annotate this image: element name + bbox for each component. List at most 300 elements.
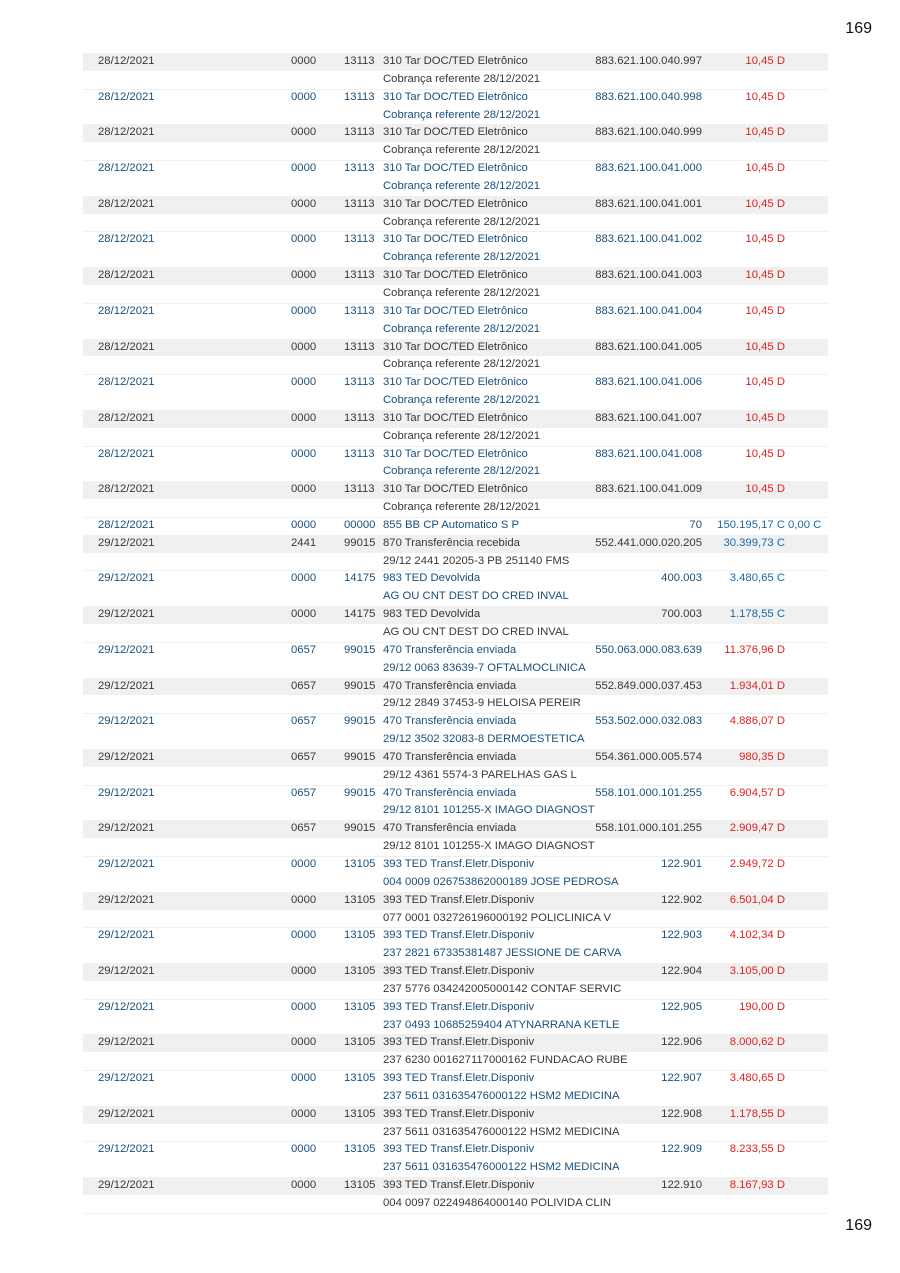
entry-batch: 13113 [344, 447, 375, 460]
entry-document: 122.902 [661, 893, 702, 906]
entry-batch: 13105 [344, 1072, 376, 1085]
entry-history: 470 Transferência enviada [383, 715, 517, 728]
statement-entry [83, 410, 828, 446]
entry-agency: 0000 [291, 965, 317, 978]
entry-amount: 2.909,47 D [729, 822, 785, 835]
entry-document: 552.849.000.037.453 [595, 679, 702, 692]
entry-main-line [83, 785, 828, 803]
entry-main-line [83, 517, 828, 535]
entry-batch: 13113 [344, 233, 375, 246]
entry-document: 122.906 [661, 1036, 702, 1049]
entry-agency: 0000 [291, 572, 317, 585]
entry-document: 122.909 [661, 1143, 702, 1156]
entry-date: 29/12/2021 [98, 857, 155, 870]
entry-main-line [83, 749, 828, 767]
statement-entry [83, 1177, 828, 1213]
statement-entry [83, 927, 828, 963]
entry-batch: 13105 [344, 1036, 376, 1049]
statement-entry [83, 339, 828, 375]
entry-date: 28/12/2021 [98, 90, 155, 103]
entry-detail: 237 0493 10685259404 ATYNARRANA KETLE [383, 1018, 620, 1031]
entry-agency: 0657 [291, 750, 317, 763]
entry-main-line [83, 374, 828, 392]
statement-entry [83, 124, 828, 160]
entry-document: 400.003 [661, 572, 702, 585]
entry-detail-line [83, 356, 828, 375]
entry-detail-line [83, 463, 828, 482]
entry-document: 883.621.100.041.005 [595, 340, 702, 353]
entry-detail: 004 0097 022494864000140 POLIVIDA CLIN [383, 1197, 612, 1209]
entry-amount: 8.167,93 D [729, 1179, 785, 1192]
entry-batch: 13113 [344, 90, 375, 103]
entry-date: 29/12/2021 [98, 715, 155, 728]
entry-agency: 0000 [291, 483, 317, 496]
entry-amount: 1.178,55 C [729, 608, 785, 621]
entry-history: 393 TED Transf.Eletr.Disponiv [383, 1072, 535, 1085]
entry-detail-line [83, 767, 828, 786]
entry-batch: 99015 [344, 750, 376, 763]
entry-main-line [83, 713, 828, 731]
entry-detail: Cobrança referente 28/12/2021 [383, 394, 541, 407]
entry-agency: 0000 [291, 340, 317, 353]
entry-detail-line [83, 71, 828, 90]
entry-date: 28/12/2021 [98, 447, 155, 460]
entry-agency: 0000 [291, 518, 317, 531]
entry-batch: 99015 [344, 643, 376, 656]
entry-detail-line [83, 392, 828, 411]
entry-batch: 13105 [344, 857, 376, 870]
entry-amount: 11.376,96 D [724, 643, 785, 656]
entry-agency: 0000 [291, 269, 317, 282]
entry-amount: 10,45 D [745, 340, 785, 353]
entry-batch: 13113 [344, 269, 375, 282]
entry-detail-line [83, 553, 828, 572]
statement-entry [83, 160, 828, 196]
entry-agency: 0000 [291, 608, 317, 621]
entry-history: 310 Tar DOC/TED Eletrônico [383, 197, 528, 210]
entry-detail-line [83, 731, 828, 750]
entry-detail-line [83, 981, 828, 1000]
entry-history: 310 Tar DOC/TED Eletrônico [383, 483, 528, 496]
entry-history: 310 Tar DOC/TED Eletrônico [383, 162, 528, 175]
entry-detail: 29/12 4361 5574-3 PARELHAS GAS L [383, 768, 577, 781]
entry-document: 122.908 [661, 1107, 702, 1120]
entry-history: 393 TED Transf.Eletr.Disponiv [383, 1143, 535, 1156]
entry-date: 29/12/2021 [98, 1072, 155, 1085]
entry-batch: 13105 [344, 1107, 376, 1120]
entry-agency: 0000 [291, 1000, 317, 1013]
entry-main-line [83, 927, 828, 945]
entry-history: 310 Tar DOC/TED Eletrônico [383, 447, 528, 460]
entry-detail: Cobrança referente 28/12/2021 [383, 322, 541, 335]
entry-date: 28/12/2021 [98, 483, 155, 496]
statement-entry [83, 749, 828, 785]
entry-main-line [83, 410, 828, 428]
entry-detail-line [83, 695, 828, 714]
entry-detail: 237 5611 031635476000122 HSM2 MEDICINA [383, 1125, 620, 1138]
entry-main-line [83, 606, 828, 624]
entry-main-line [83, 999, 828, 1017]
entry-amount: 10,45 D [745, 411, 785, 424]
statement-entry [83, 89, 828, 125]
entry-document: 558.101.000.101.255 [595, 786, 702, 799]
entry-detail-line [83, 321, 828, 340]
statement-entry [83, 303, 828, 339]
entry-date: 28/12/2021 [98, 55, 155, 67]
entry-detail-line [83, 249, 828, 268]
entry-detail: Cobrança referente 28/12/2021 [383, 501, 541, 514]
entry-main-line [83, 1177, 828, 1195]
entry-batch: 13113 [344, 126, 375, 139]
entry-amount: 8.233,55 D [729, 1143, 785, 1156]
entry-batch: 13113 [344, 197, 375, 210]
entry-history: 393 TED Transf.Eletr.Disponiv [383, 929, 535, 942]
entry-detail: 29/12 2441 20205-3 PB 251140 FMS [383, 554, 570, 567]
entry-main-line [83, 160, 828, 178]
entry-document: 883.621.100.041.002 [595, 233, 702, 246]
statement-entry [83, 606, 828, 642]
entry-date: 29/12/2021 [98, 929, 155, 942]
entry-detail-line [83, 1195, 828, 1214]
entry-document: 550.063.000.083.639 [595, 643, 702, 656]
entry-history: 393 TED Transf.Eletr.Disponiv [383, 1036, 535, 1049]
entry-batch: 14175 [344, 608, 376, 621]
statement-entry [83, 1106, 828, 1142]
entry-document: 883.621.100.041.007 [595, 411, 702, 424]
entry-document: 122.904 [661, 965, 702, 978]
statement-entry [83, 196, 828, 232]
entry-main-line [83, 678, 828, 696]
entry-amount: 10,45 D [745, 197, 785, 210]
entry-batch: 13113 [344, 411, 375, 424]
entry-balance: 0,00 C [788, 518, 822, 531]
entry-amount: 1.934,01 D [729, 679, 785, 692]
entry-amount: 2.949,72 D [729, 857, 785, 870]
entry-detail: 237 5776 034242005000142 CONTAF SERVIC [383, 982, 622, 995]
entry-date: 29/12/2021 [98, 536, 155, 549]
entry-date: 29/12/2021 [98, 1179, 155, 1192]
entry-date: 29/12/2021 [98, 1107, 155, 1120]
entry-history: 310 Tar DOC/TED Eletrônico [383, 376, 528, 389]
entry-detail-line [83, 1088, 828, 1107]
entry-detail-line [83, 285, 828, 304]
entry-amount: 10,45 D [745, 233, 785, 246]
entry-detail-line [83, 910, 828, 929]
statement-entry [83, 535, 828, 571]
entry-detail: 29/12 2849 37453-9 HELOISA PEREIR [383, 697, 581, 710]
entry-document: 70 [689, 518, 702, 531]
entry-document: 883.621.100.041.006 [595, 376, 702, 389]
entry-detail-line [83, 428, 828, 447]
entry-detail: 237 5611 031635476000122 HSM2 MEDICINA [383, 1161, 620, 1174]
entry-detail-line [83, 660, 828, 679]
page-number-top: 169 [845, 20, 872, 37]
entry-date: 29/12/2021 [98, 750, 155, 763]
entry-main-line [83, 642, 828, 660]
entry-agency: 0000 [291, 55, 317, 67]
entry-detail-line [83, 838, 828, 857]
entry-agency: 0000 [291, 376, 317, 389]
entry-main-line [83, 1106, 828, 1124]
entry-history: 470 Transferência enviada [383, 679, 517, 692]
entry-batch: 13113 [344, 483, 375, 496]
statement-entry [83, 446, 828, 482]
statement-entry [83, 856, 828, 892]
entry-detail: 237 2821 67335381487 JESSIONE DE CARVA [383, 947, 622, 960]
entry-main-line [83, 570, 828, 588]
statement-entry [83, 517, 828, 535]
entry-detail: Cobrança referente 28/12/2021 [383, 108, 541, 121]
entry-agency: 0000 [291, 1072, 317, 1085]
entry-document: 552.441.000.020.205 [595, 536, 702, 549]
entry-document: 883.621.100.041.003 [595, 269, 702, 282]
entry-amount: 980,35 D [739, 750, 785, 763]
entry-document: 883.621.100.040.997 [595, 55, 702, 67]
entry-batch: 14175 [344, 572, 376, 585]
entry-amount: 10,45 D [745, 483, 785, 496]
entry-batch: 13105 [344, 929, 376, 942]
entry-date: 28/12/2021 [98, 411, 155, 424]
entry-agency: 0000 [291, 1107, 317, 1120]
entry-history: 470 Transferência enviada [383, 750, 517, 763]
entry-date: 28/12/2021 [98, 197, 155, 210]
entry-detail-line [83, 1159, 828, 1178]
entry-date: 28/12/2021 [98, 162, 155, 175]
entry-main-line [83, 1034, 828, 1052]
statement-entry [83, 963, 828, 999]
entry-document: 558.101.000.101.255 [595, 822, 702, 835]
page-number-bottom: 169 [845, 1217, 872, 1234]
entry-detail: Cobrança referente 28/12/2021 [383, 465, 541, 478]
entry-date: 29/12/2021 [98, 893, 155, 906]
entry-batch: 13113 [344, 162, 375, 175]
entry-document: 554.361.000.005.574 [595, 750, 702, 763]
entry-batch: 99015 [344, 786, 376, 799]
entry-detail: 29/12 8101 101255-X IMAGO DIAGNOST [383, 804, 595, 817]
entry-main-line [83, 89, 828, 107]
entry-main-line [83, 535, 828, 553]
entry-agency: 0657 [291, 822, 317, 835]
entry-detail-line [83, 214, 828, 233]
entry-date: 29/12/2021 [98, 1036, 155, 1049]
entry-batch: 00000 [344, 518, 376, 531]
entry-amount: 4.886,07 D [729, 715, 785, 728]
entry-detail-line [83, 874, 828, 893]
statement-entry [83, 231, 828, 267]
statement-entry [83, 1034, 828, 1070]
entry-detail: 29/12 0063 83639-7 OFTALMOCLINICA [383, 661, 586, 674]
entry-date: 28/12/2021 [98, 304, 155, 317]
entry-date: 28/12/2021 [98, 340, 155, 353]
entry-detail: Cobrança referente 28/12/2021 [383, 251, 541, 264]
entry-main-line [83, 481, 828, 499]
entry-agency: 0000 [291, 197, 317, 210]
entry-history: 393 TED Transf.Eletr.Disponiv [383, 1107, 535, 1120]
entry-history: 870 Transferência recebida [383, 536, 520, 549]
statement-entry [83, 1070, 828, 1106]
entry-agency: 0657 [291, 786, 317, 799]
entry-amount: 10,45 D [745, 447, 785, 460]
entry-main-line [83, 53, 828, 71]
entry-history: 310 Tar DOC/TED Eletrônico [383, 269, 528, 282]
entry-amount: 10,45 D [745, 376, 785, 389]
entry-main-line [83, 231, 828, 249]
entry-detail: Cobrança referente 28/12/2021 [383, 179, 541, 192]
entry-history: 470 Transferência enviada [383, 822, 517, 835]
entry-document: 883.621.100.041.001 [595, 197, 702, 210]
entry-agency: 0657 [291, 643, 317, 656]
statement-entry [83, 1141, 828, 1177]
entry-detail-line [83, 178, 828, 197]
entry-document: 883.621.100.040.999 [595, 126, 702, 139]
entry-agency: 0000 [291, 411, 317, 424]
entry-amount: 8.000,62 D [729, 1036, 785, 1049]
entry-history: 393 TED Transf.Eletr.Disponiv [383, 1179, 535, 1192]
entry-agency: 0000 [291, 857, 317, 870]
entry-amount: 30.399,73 C [723, 536, 785, 549]
entry-main-line [83, 303, 828, 321]
entry-detail: 29/12 3502 32083-8 DERMOESTETICA [383, 733, 585, 746]
entry-detail: Cobrança referente 28/12/2021 [383, 429, 541, 442]
entry-amount: 4.102,34 D [729, 929, 785, 942]
entry-detail-line [83, 107, 828, 126]
entry-document: 122.903 [661, 929, 702, 942]
entry-history: 310 Tar DOC/TED Eletrônico [383, 411, 528, 424]
entry-detail: Cobrança referente 28/12/2021 [383, 215, 541, 228]
entry-history: 393 TED Transf.Eletr.Disponiv [383, 965, 535, 978]
entry-detail-line [83, 142, 828, 161]
entry-detail-line [83, 624, 828, 643]
entry-agency: 0657 [291, 715, 317, 728]
entry-agency: 0000 [291, 162, 317, 175]
entry-agency: 0000 [291, 1143, 317, 1156]
entry-detail: Cobrança referente 28/12/2021 [383, 144, 541, 157]
entry-detail-line [83, 1052, 828, 1071]
statement-entry [83, 678, 828, 714]
entry-detail-line [83, 802, 828, 821]
entry-amount: 6.904,57 D [729, 786, 785, 799]
entry-date: 29/12/2021 [98, 1000, 155, 1013]
entry-agency: 2441 [291, 536, 317, 549]
statement-entry [83, 267, 828, 303]
entry-agency: 0000 [291, 1179, 317, 1192]
statement-entry [83, 570, 828, 606]
entry-history: 393 TED Transf.Eletr.Disponiv [383, 893, 535, 906]
entry-detail-line [83, 588, 828, 607]
entry-amount: 10,45 D [745, 55, 785, 67]
entry-document: 883.621.100.041.008 [595, 447, 702, 460]
entry-amount: 10,45 D [745, 162, 785, 175]
entry-batch: 13105 [344, 1143, 376, 1156]
entry-main-line [83, 963, 828, 981]
entry-detail: 077 0001 032726196000192 POLICLINICA V [383, 911, 612, 924]
statement-entry [83, 642, 828, 678]
entry-main-line [83, 892, 828, 910]
entry-amount: 3.105,00 D [729, 965, 785, 978]
entry-amount: 10,45 D [745, 126, 785, 139]
entry-history: 983 TED Devolvida [383, 608, 481, 621]
entry-detail: Cobrança referente 28/12/2021 [383, 286, 541, 299]
entry-document: 883.621.100.041.000 [595, 162, 702, 175]
entry-detail-line [83, 945, 828, 964]
entry-detail: AG OU CNT DEST DO CRED INVAL [383, 590, 569, 603]
entry-amount: 6.501,04 D [729, 893, 785, 906]
entry-date: 29/12/2021 [98, 608, 155, 621]
entry-main-line [83, 856, 828, 874]
entry-date: 28/12/2021 [98, 376, 155, 389]
entry-document: 553.502.000.032.083 [595, 715, 702, 728]
entry-batch: 13105 [344, 965, 376, 978]
entry-detail-line [83, 499, 828, 518]
entry-amount: 3.480,65 C [729, 572, 785, 585]
entry-history: 855 BB CP Automatico S P [383, 518, 520, 531]
entry-document: 700.003 [661, 608, 702, 621]
entry-batch: 13105 [344, 893, 376, 906]
entry-date: 29/12/2021 [98, 572, 155, 585]
entry-history: 470 Transferência enviada [383, 786, 517, 799]
entry-amount: 190,00 D [739, 1000, 785, 1013]
entry-date: 28/12/2021 [98, 233, 155, 246]
entry-document: 883.621.100.041.009 [595, 483, 702, 496]
entry-amount: 10,45 D [745, 304, 785, 317]
entry-amount: 10,45 D [745, 269, 785, 282]
entry-history: 310 Tar DOC/TED Eletrônico [383, 90, 528, 103]
entry-batch: 13113 [344, 376, 375, 389]
entry-main-line [83, 339, 828, 357]
entry-amount: 10,45 D [745, 90, 785, 103]
statement-entry [83, 713, 828, 749]
entry-batch: 99015 [344, 679, 376, 692]
entry-date: 29/12/2021 [98, 822, 155, 835]
statement-entry [83, 999, 828, 1035]
entry-document: 883.621.100.041.004 [595, 304, 702, 317]
entry-agency: 0000 [291, 90, 317, 103]
entry-main-line [83, 1070, 828, 1088]
entry-amount: 1.178,55 D [729, 1107, 785, 1120]
entry-document: 122.901 [661, 857, 702, 870]
entry-document: 122.905 [661, 1000, 702, 1013]
entry-agency: 0000 [291, 929, 317, 942]
statement-entry [83, 820, 828, 856]
entry-batch: 99015 [344, 822, 376, 835]
entry-history: 310 Tar DOC/TED Eletrônico [383, 304, 528, 317]
entry-agency: 0657 [291, 679, 317, 692]
entry-detail: AG OU CNT DEST DO CRED INVAL [383, 626, 569, 638]
entry-history: 393 TED Transf.Eletr.Disponiv [383, 857, 535, 870]
entry-history: 470 Transferência enviada [383, 643, 517, 656]
entry-detail: 29/12 8101 101255-X IMAGO DIAGNOST [383, 840, 595, 853]
statement-entry [83, 374, 828, 410]
entry-document: 122.910 [661, 1179, 702, 1192]
entry-date: 29/12/2021 [98, 643, 155, 656]
entry-main-line [83, 124, 828, 142]
statement-table [83, 53, 828, 1213]
entry-main-line [83, 446, 828, 464]
entry-date: 29/12/2021 [98, 679, 155, 692]
entry-detail: Cobrança referente 28/12/2021 [383, 358, 541, 371]
entry-batch: 99015 [344, 536, 376, 549]
entry-batch: 13113 [344, 55, 375, 67]
entry-amount: 3.480,65 D [729, 1072, 785, 1085]
entry-detail-line [83, 1124, 828, 1143]
entry-detail: 004 0009 026753862000189 JOSE PEDROSA [383, 875, 619, 888]
entry-date: 29/12/2021 [98, 1143, 155, 1156]
entry-agency: 0000 [291, 893, 317, 906]
statement-entry [83, 481, 828, 517]
entry-history: 393 TED Transf.Eletr.Disponiv [383, 1000, 535, 1013]
entry-detail: 237 6230 001627117000162 FUNDACAO RUBE [383, 1054, 628, 1067]
entry-detail: 237 5611 031635476000122 HSM2 MEDICINA [383, 1089, 620, 1102]
